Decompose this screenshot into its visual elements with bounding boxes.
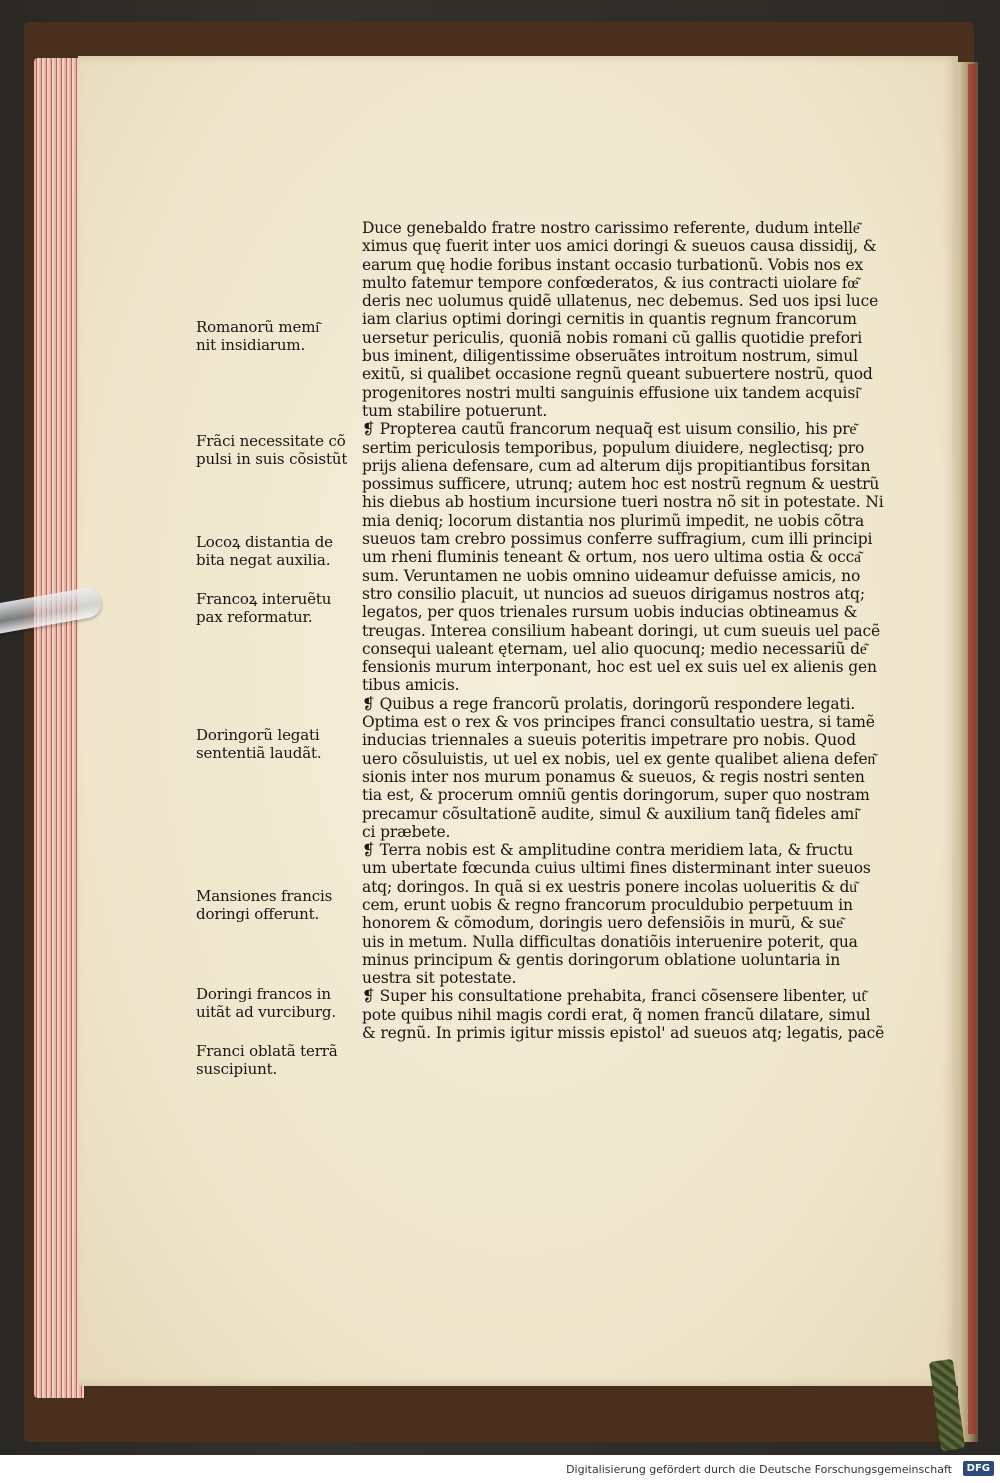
text-line: deris nec uolumus quidẽ ullatenus, nec debemus. Sed uos ipsi luce — [362, 292, 879, 311]
text-line: sertim periculosis temporibus, populum diuidere, neglectisq; pro — [362, 438, 865, 457]
text-line: ❡ Super his consultatione prehabita, franci cõsensere libenter, ut͂ — [362, 987, 866, 1006]
margin-note-line: Frãci necessitate cõ — [196, 432, 346, 450]
text-line: ximus quę fuerit inter uos amici doringi & sueuos causa dissidij, & — [362, 237, 877, 256]
text-line: pote quibus nihil magis cordi erat, q̃ nomen francũ dilatare, simul — [362, 1005, 871, 1024]
text-line: tum stabilire potuerunt. — [362, 401, 548, 420]
text-line: stro consilio placuit, ut nuncios ad sueuos dirigamus nostros atq; — [362, 584, 865, 603]
text-line: ❡ Propterea cautũ francorum nequaq̃ est uisum consilio, his pre͂ — [362, 420, 857, 439]
funding-credit: Digitalisierung gefördert durch die Deutsche Forschungsgemeinschaft — [566, 1463, 952, 1476]
text-line: iam clarius optimi doringi cernitis in quantis regnum francorum — [362, 310, 857, 329]
margin-note-line: uitãt ad vurciburg. — [196, 1003, 336, 1021]
text-line: ❡ Terra nobis est & amplitudine contra meridiem lata, & fructu — [362, 841, 853, 860]
margin-note-line: pulsi in suis cõsistũt — [196, 450, 348, 468]
margin-note — [196, 318, 356, 354]
text-line: sueuos tam crebro possimus conferre suffragium, cum illi principi — [362, 530, 873, 549]
text-line: possimus sufficere, utrunq; autem hoc est nostrũ regnum & uestrũ — [362, 475, 880, 494]
text-line: precamur cõsultationẽ audite, simul & auxilium tanq̃ fideles ami͂ — [362, 804, 859, 823]
text-line: ❡ Quibus a rege francorũ prolatis, doringorũ respondere legati. — [362, 694, 856, 713]
text-line: his diebus ab hostium incursione tueri nostra nõ sit in potestate. Ni — [362, 493, 884, 512]
margin-note — [196, 887, 356, 923]
main-text-block — [362, 219, 885, 1043]
text-line: & regnũ. In primis igitur missis epistol' ad sueuos atq; legatis, pacẽ — [362, 1024, 885, 1043]
text-line: progenitores nostri multi sanguinis effusione uix tandem acquisi͂ — [362, 383, 860, 402]
margin-note-line: Francoꝝ interuẽtu — [196, 590, 332, 608]
margin-note-line: nit insidiarum. — [196, 336, 306, 354]
text-line: fensionis murum interponant, hoc est uel ex suis uel ex alienis gen — [362, 658, 877, 677]
text-line: uersetur periculis, quoniã nobis romani cũ gallis quotidie prefori — [362, 328, 863, 347]
margin-note-line: Mansiones francis — [196, 887, 333, 905]
margin-note-line: sententiã laudãt. — [196, 744, 322, 762]
text-line: prijs aliena defensare, cum ad alterum dijs propitiantibus forsitan — [362, 456, 871, 475]
margin-note — [196, 533, 356, 569]
footer-bar — [0, 1455, 1000, 1483]
margin-note — [196, 726, 356, 762]
text-line: um rheni fluminis teneant & ortum, nos uero ultima ostia & occa͂ — [362, 548, 861, 567]
text-line: atq; doringos. In quã si ex uestris ponere incolas uolueritis & du͂ — [362, 877, 857, 896]
margin-note — [196, 985, 356, 1021]
text-line: inducias triennales a sueuis poteritis impetrare pro nobis. Quod — [362, 731, 856, 750]
text-line: tia est, & procerum omniũ gentis doringorum, super quo nostram — [362, 786, 870, 805]
margin-note — [196, 432, 356, 468]
text-line: earum quę hodie foribus instant occasio turbationũ. Vobis nos ex — [362, 255, 864, 274]
text-line: uestra sit potestate. — [362, 969, 517, 988]
margin-note-line: Doringorũ legati — [196, 726, 320, 744]
text-line: multo fatemur tempore confœderatos, & ius contracti uiolare fœ͂ — [362, 273, 859, 292]
text-line: honorem & cõmodum, doringis uero defensiõis in murũ, & sue͂ — [362, 914, 843, 933]
text-line: sum. Veruntamen ne uobis omnino uideamur defuisse amicis, no — [362, 566, 861, 585]
text-line: ci præbete. — [362, 822, 451, 841]
text-line: tibus amicis. — [362, 676, 460, 695]
margin-note-line: doringi offerunt. — [196, 905, 320, 923]
text-line: uis in metum. Nulla difficultas donatiõis interuenire poterit, qua — [362, 932, 858, 951]
margin-note — [196, 1042, 356, 1078]
text-line: consequi ualeant ęternam, uel alio quocunq; medio necessariũ de͂ — [362, 639, 867, 658]
margin-note — [196, 590, 356, 626]
margin-note-line: bita negat auxilia. — [196, 551, 331, 569]
margin-note-line: Franci oblatã terrã — [196, 1042, 338, 1060]
text-line: exitũ, si qualibet occasione regnũ queant subuertere nostrũ, quod — [362, 365, 873, 384]
text-line: legatos, per quos trienales rursum uobis inducias obtineamus & — [362, 603, 858, 622]
margin-note-line: pax reformatur. — [196, 608, 313, 626]
margin-note-line: Romanorũ memi͂ — [196, 318, 320, 336]
text-line: mia deniq; locorum distantia nos plurimũ impedit, ne uobis cõtra — [362, 511, 865, 530]
text-line: bus iminent, diligentissime obseruãtes introitum nostrum, simul — [362, 347, 858, 366]
text-line: cem, erunt uobis & regno francorum proculdubio perpetuum in — [362, 895, 853, 914]
margin-note-line: Doringi francos in — [196, 985, 331, 1003]
margin-note-line: suscipiunt. — [196, 1060, 278, 1078]
margin-note-line: Locoꝝ distantia de — [196, 533, 333, 551]
dfg-logo: DFG — [963, 1461, 994, 1476]
text-line: Duce genebaldo fratre nostro carissimo referente, dudum intelle͂ — [362, 219, 860, 237]
text-line: minus principum & gentis doringorum oblatione uoluntaria in — [362, 950, 841, 969]
text-line: uero cõsuluistis, ut uel ex nobis, uel ex gente qualibet aliena defen͂ — [362, 749, 876, 768]
text-line: um ubertate fœcunda cuius ultimi fines disterminant inter sueuos — [362, 859, 871, 878]
text-line: Optima est o rex & vos principes franci consultatio uestra, si tamẽ — [362, 713, 875, 732]
page-edges — [34, 58, 84, 1398]
text-line: treugas. Interea consilium habeant doringi, ut cum sueuis uel pacẽ — [362, 621, 881, 640]
text-line: sionis inter nos murum ponamus & sueuos, & regis nostri senten — [362, 767, 865, 786]
red-page-edge — [968, 64, 976, 1434]
